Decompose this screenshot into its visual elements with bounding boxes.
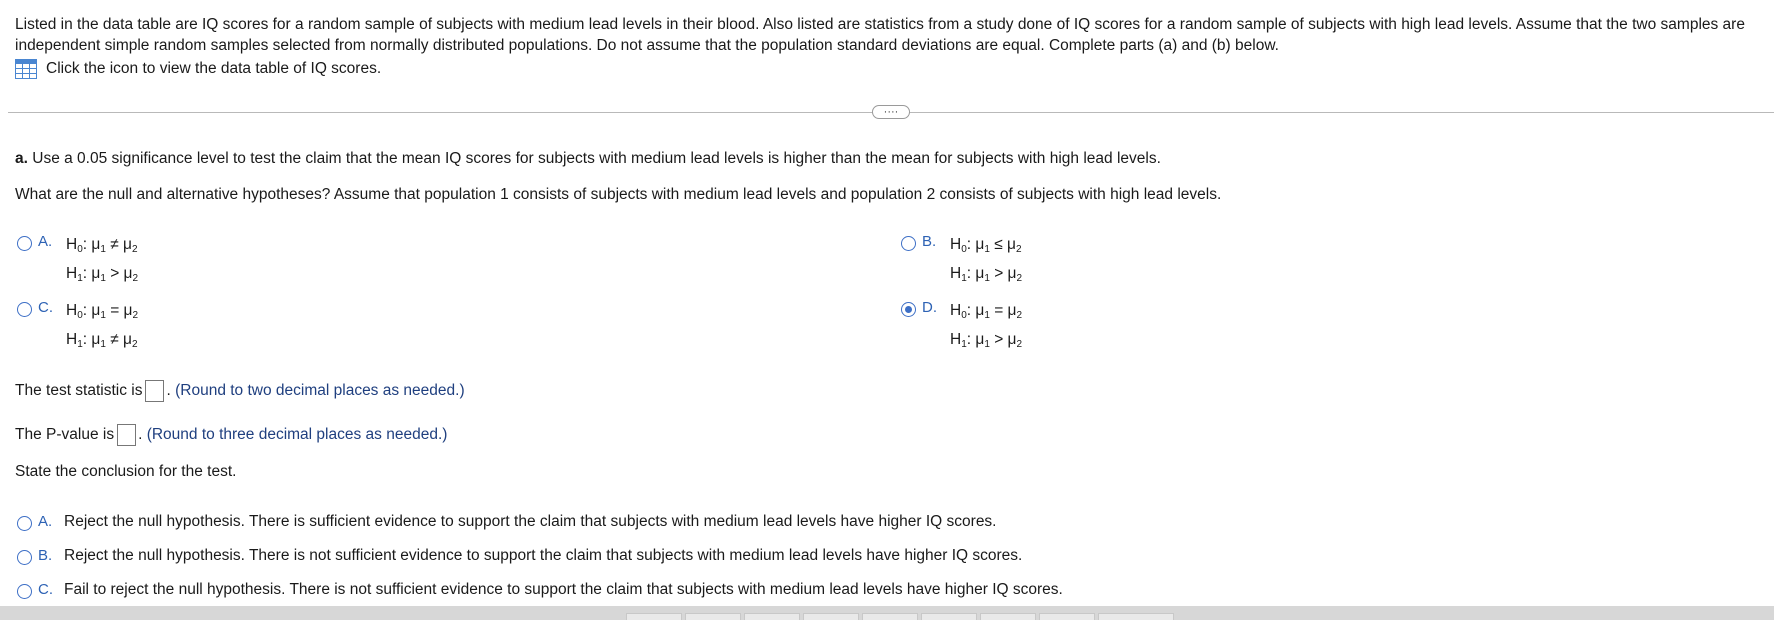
toolbar-tab[interactable] xyxy=(862,613,918,620)
conclusion-prompt: State the conclusion for the test. xyxy=(15,463,237,480)
conclusion-option-a[interactable] xyxy=(17,513,997,531)
h0-operator: ≠ xyxy=(110,236,119,253)
h1-operator: > xyxy=(994,331,1004,348)
h1-operator: ≠ xyxy=(110,331,119,348)
hypothesis-pair: $H_0$: $\mu_1 \ne \mu_2$ $H_1$: $\mu_1 > \mu_2$ xyxy=(66,236,139,284)
radio-button-selected[interactable] xyxy=(901,302,916,317)
option-letter: B. xyxy=(922,233,937,250)
radio-button[interactable] xyxy=(17,516,32,531)
toolbar-tab[interactable] xyxy=(744,613,800,620)
test-statistic-hint: (Round to two decimal places as needed.) xyxy=(175,382,465,399)
problem-intro: Listed in the data table are IQ scores for a random sample of subjects with medium lead levels in their blood. Also listed are statistics from a study done of IQ scores for a random sample of subjects with high lead levels. Assume that the two samples are independent simple random samples selected from normally distributed populations. Do not assume that the population standard deviations are equal. Complete parts (a) and (b) below. xyxy=(15,16,1745,54)
h0-operator: = xyxy=(994,302,1004,319)
h1-operator: > xyxy=(994,265,1004,282)
grid-table-icon[interactable] xyxy=(15,59,37,79)
radio-button[interactable] xyxy=(17,302,32,317)
option-letter: A. xyxy=(38,233,53,250)
part-a-label: a. xyxy=(15,150,28,167)
hypotheses-question: What are the null and alternative hypotheses? Assume that population 1 consists of subjects with medium lead levels and population 2 consists of subjects with high lead levels. xyxy=(15,186,1222,203)
hypothesis-pair: $H_0$: $\mu_1 \le \mu_2$ $H_1$: $\mu_1 > \mu_2$ xyxy=(950,236,1023,284)
test-statistic-label: The test statistic is xyxy=(15,382,143,399)
part-a-prompt-text: Use a 0.05 significance level to test the claim that the mean IQ scores for subjects with medium lead levels is higher than the mean for subjects with high lead levels. xyxy=(32,150,1161,167)
option-letter: C. xyxy=(38,299,53,316)
p-value-label: The P-value is xyxy=(15,426,115,443)
radio-button[interactable] xyxy=(17,584,32,599)
data-table-link[interactable] xyxy=(15,59,381,79)
h1-operator: > xyxy=(110,265,120,282)
hypothesis-option-d[interactable] xyxy=(901,299,1022,357)
p-value-row: The P-value is . (Round to three decimal places as needed.) xyxy=(15,424,447,446)
toolbar-tab[interactable] xyxy=(685,613,741,620)
conclusion-text: Fail to reject the null hypothesis. There is not sufficient evidence to support the claim that subjects with medium lead levels have higher IQ scores. xyxy=(64,581,1063,598)
h0-operator: ≤ xyxy=(994,236,1003,253)
conclusion-text: Reject the null hypothesis. There is sufficient evidence to support the claim that subjects with medium lead levels have higher IQ scores. xyxy=(64,513,997,530)
test-statistic-input[interactable] xyxy=(145,380,164,402)
conclusion-option-b[interactable] xyxy=(17,547,1022,565)
radio-button[interactable] xyxy=(17,550,32,565)
toolbar-tab[interactable] xyxy=(803,613,859,620)
hypothesis-option-c[interactable] xyxy=(17,299,138,357)
hypothesis-option-b[interactable] xyxy=(901,233,1022,291)
conclusion-option-c[interactable] xyxy=(17,581,1063,599)
expand-more-button[interactable]: ···· xyxy=(872,105,910,119)
data-table-link-label[interactable]: Click the icon to view the data table of IQ scores. xyxy=(46,60,382,77)
option-letter: D. xyxy=(922,299,937,316)
option-letter: C. xyxy=(38,581,53,598)
conclusion-text: Reject the null hypothesis. There is not sufficient evidence to support the claim that subjects with medium lead levels have higher IQ scores. xyxy=(64,547,1023,564)
toolbar-tab[interactable] xyxy=(921,613,977,620)
hypothesis-pair: $H_0$: $\mu_1 = \mu_2$ $H_1$: $\mu_1 > \mu_2$ xyxy=(950,302,1023,350)
p-value-hint: (Round to three decimal places as needed.) xyxy=(146,426,448,443)
toolbar-tab[interactable] xyxy=(1039,613,1095,620)
radio-button[interactable] xyxy=(17,236,32,251)
option-letter: B. xyxy=(38,547,53,564)
test-statistic-row: The test statistic is . (Round to two decimal places as needed.) xyxy=(15,380,465,402)
option-letter: A. xyxy=(38,513,53,530)
p-value-input[interactable] xyxy=(117,424,136,446)
hypothesis-pair: $H_0$: $\mu_1 = \mu_2$ $H_1$: $\mu_1 \ne \mu_2$ xyxy=(66,302,139,350)
toolbar-tab[interactable] xyxy=(626,613,682,620)
toolbar-tab[interactable] xyxy=(1098,613,1174,620)
hypothesis-option-a[interactable] xyxy=(17,233,138,291)
h0-operator: = xyxy=(110,302,120,319)
toolbar-tab[interactable] xyxy=(980,613,1036,620)
radio-button[interactable] xyxy=(901,236,916,251)
part-a-prompt xyxy=(15,150,1161,168)
bottom-toolbar xyxy=(0,606,1774,620)
